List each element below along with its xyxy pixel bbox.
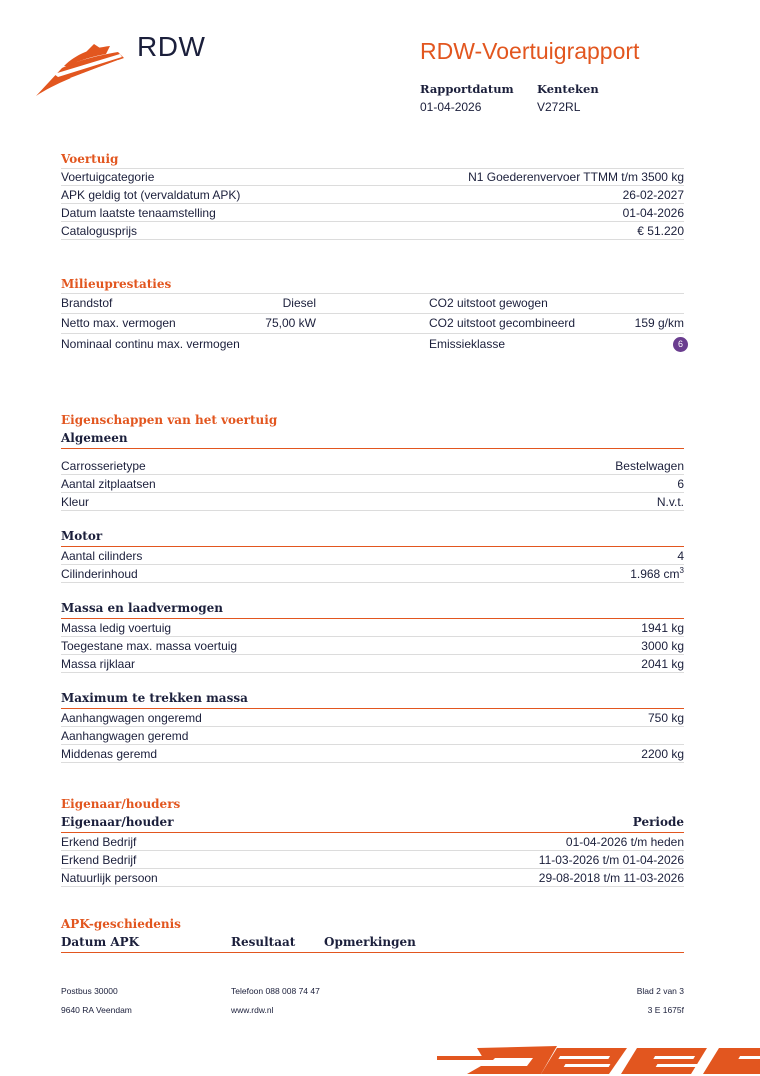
row-label: Brandstof	[61, 296, 113, 311]
row-value: 29-08-2018 t/m 11-03-2026	[538, 870, 684, 885]
col-date: Datum APK	[61, 935, 140, 949]
row-label: Toegestane max. massa voertuig	[61, 638, 238, 653]
logo-text: RDW	[137, 31, 206, 62]
col-owner: Eigenaar/houder	[61, 815, 174, 829]
footer-postbus: Postbus 30000	[61, 986, 118, 996]
motor-title: Motor	[61, 529, 684, 547]
row-label: Datum laatste tenaamstelling	[61, 205, 216, 220]
table-row	[61, 833, 684, 851]
row-value: 3000 kg	[641, 638, 684, 653]
eigenaar-section	[61, 797, 684, 887]
table-row	[61, 204, 684, 222]
table-row	[61, 869, 684, 887]
row-value: € 51.220	[637, 223, 684, 238]
rapportdatum-label: Rapportdatum	[420, 82, 514, 96]
row-value: 26-02-2027	[622, 187, 684, 202]
row-value: 2200 kg	[641, 746, 684, 761]
footer-phone: Telefoon 088 008 74 47	[231, 986, 320, 996]
row-label: Cilinderinhoud	[61, 566, 138, 581]
kenteken-value: V272RL	[537, 100, 581, 114]
eigenaar-table-header	[61, 815, 684, 833]
col-remarks: Opmerkingen	[324, 935, 416, 949]
report-title: RDW-Voertuigrapport	[420, 38, 640, 64]
kenteken-label: Kenteken	[537, 82, 599, 96]
row-label: Aantal zitplaatsen	[61, 476, 156, 491]
row-value	[630, 566, 684, 581]
table-row	[61, 168, 684, 186]
table-row	[61, 655, 684, 673]
table-row	[61, 457, 684, 475]
row-value: N.v.t.	[656, 494, 684, 509]
rapportdatum-block	[420, 82, 514, 114]
eigenaar-title: Eigenaar/houders	[61, 797, 181, 811]
row-value: 2041 kg	[641, 656, 684, 671]
emission-class-badge: 6	[673, 337, 688, 352]
milieu-section	[61, 277, 684, 355]
row-label: Netto max. vermogen	[61, 316, 176, 331]
superscript: 3	[679, 566, 684, 575]
row-label: Massa ledig voertuig	[61, 620, 172, 635]
row-label: Aanhangwagen ongeremd	[61, 710, 202, 725]
kenteken-block	[537, 82, 599, 114]
col-result: Resultaat	[231, 935, 296, 949]
row-value: 4	[677, 548, 684, 563]
col-period: Periode	[632, 815, 684, 829]
row-label: Natuurlijk persoon	[61, 870, 158, 885]
footer-address: 9640 RA Veendam	[61, 1005, 132, 1015]
row-value: 6	[677, 476, 684, 491]
milieu-title: Milieuprestaties	[61, 277, 172, 291]
footer-code: 3 E 1675f	[647, 1005, 684, 1015]
table-row	[61, 222, 684, 240]
table-row	[61, 547, 684, 565]
table-row	[61, 727, 684, 745]
footer-page: Blad 2 van 3	[636, 986, 684, 996]
table-row	[61, 314, 684, 335]
table-row	[61, 334, 684, 355]
row-label: Aanhangwagen geremd	[61, 728, 189, 743]
eigenschappen-section	[61, 413, 684, 763]
apk-table-header	[61, 935, 684, 953]
row-label: Middenas geremd	[61, 746, 158, 761]
trekken-title: Maximum te trekken massa	[61, 691, 684, 709]
table-row	[61, 493, 684, 511]
row-label: Erkend Bedrijf	[61, 852, 137, 867]
row-value: 159 g/km	[634, 316, 684, 331]
row-value: Bestelwagen	[615, 458, 684, 473]
row-label: CO2 uitstoot gecombineerd	[429, 316, 576, 331]
table-row	[61, 186, 684, 204]
row-value: Diesel	[282, 296, 316, 311]
massa-title: Massa en laadvermogen	[61, 601, 684, 619]
row-value: 11-03-2026 t/m 01-04-2026	[538, 852, 684, 867]
row-value: 1941 kg	[641, 620, 684, 635]
row-label: Nominaal continu max. vermogen	[61, 337, 240, 352]
table-row	[61, 565, 684, 583]
row-label: CO2 uitstoot gewogen	[429, 296, 548, 311]
row-value: 01-04-2026 t/m heden	[565, 834, 684, 849]
cilinderinhoud-value: 1.968 cm	[630, 567, 680, 581]
row-value: N1 Goederenvervoer TTMM t/m 3500 kg	[468, 170, 684, 184]
rapportdatum-value: 01-04-2026	[420, 100, 482, 114]
row-label: Emissieklasse	[429, 337, 506, 352]
row-label: Massa rijklaar	[61, 656, 136, 671]
algemeen-title: Algemeen	[61, 431, 684, 449]
table-row	[61, 293, 684, 314]
row-label: Aantal cilinders	[61, 548, 143, 563]
row-value: 75,00 kW	[265, 316, 316, 331]
table-row	[61, 851, 684, 869]
apk-title: APK-geschiedenis	[61, 917, 181, 931]
table-row	[61, 637, 684, 655]
eigenschappen-title: Eigenschappen van het voertuig	[61, 413, 278, 427]
table-row	[61, 475, 684, 493]
apk-section	[61, 917, 684, 953]
row-label: APK geldig tot (vervaldatum APK)	[61, 187, 241, 202]
row-value: 01-04-2026	[622, 205, 684, 220]
table-row	[61, 619, 684, 637]
voertuig-section	[61, 152, 684, 240]
voertuig-title: Voertuig	[61, 152, 119, 166]
row-label: Carrosserietype	[61, 458, 146, 473]
row-label: Kleur	[61, 494, 90, 509]
rdw-stripes-icon	[437, 1044, 760, 1076]
table-row	[61, 709, 684, 727]
table-row	[61, 745, 684, 763]
rdw-logo-icon	[34, 44, 126, 98]
row-label: Erkend Bedrijf	[61, 834, 137, 849]
row-value: 750 kg	[647, 710, 684, 725]
footer-website[interactable]: www.rdw.nl	[231, 1005, 274, 1015]
row-label: Voertuigcategorie	[61, 170, 155, 184]
row-label: Catalogusprijs	[61, 223, 138, 238]
